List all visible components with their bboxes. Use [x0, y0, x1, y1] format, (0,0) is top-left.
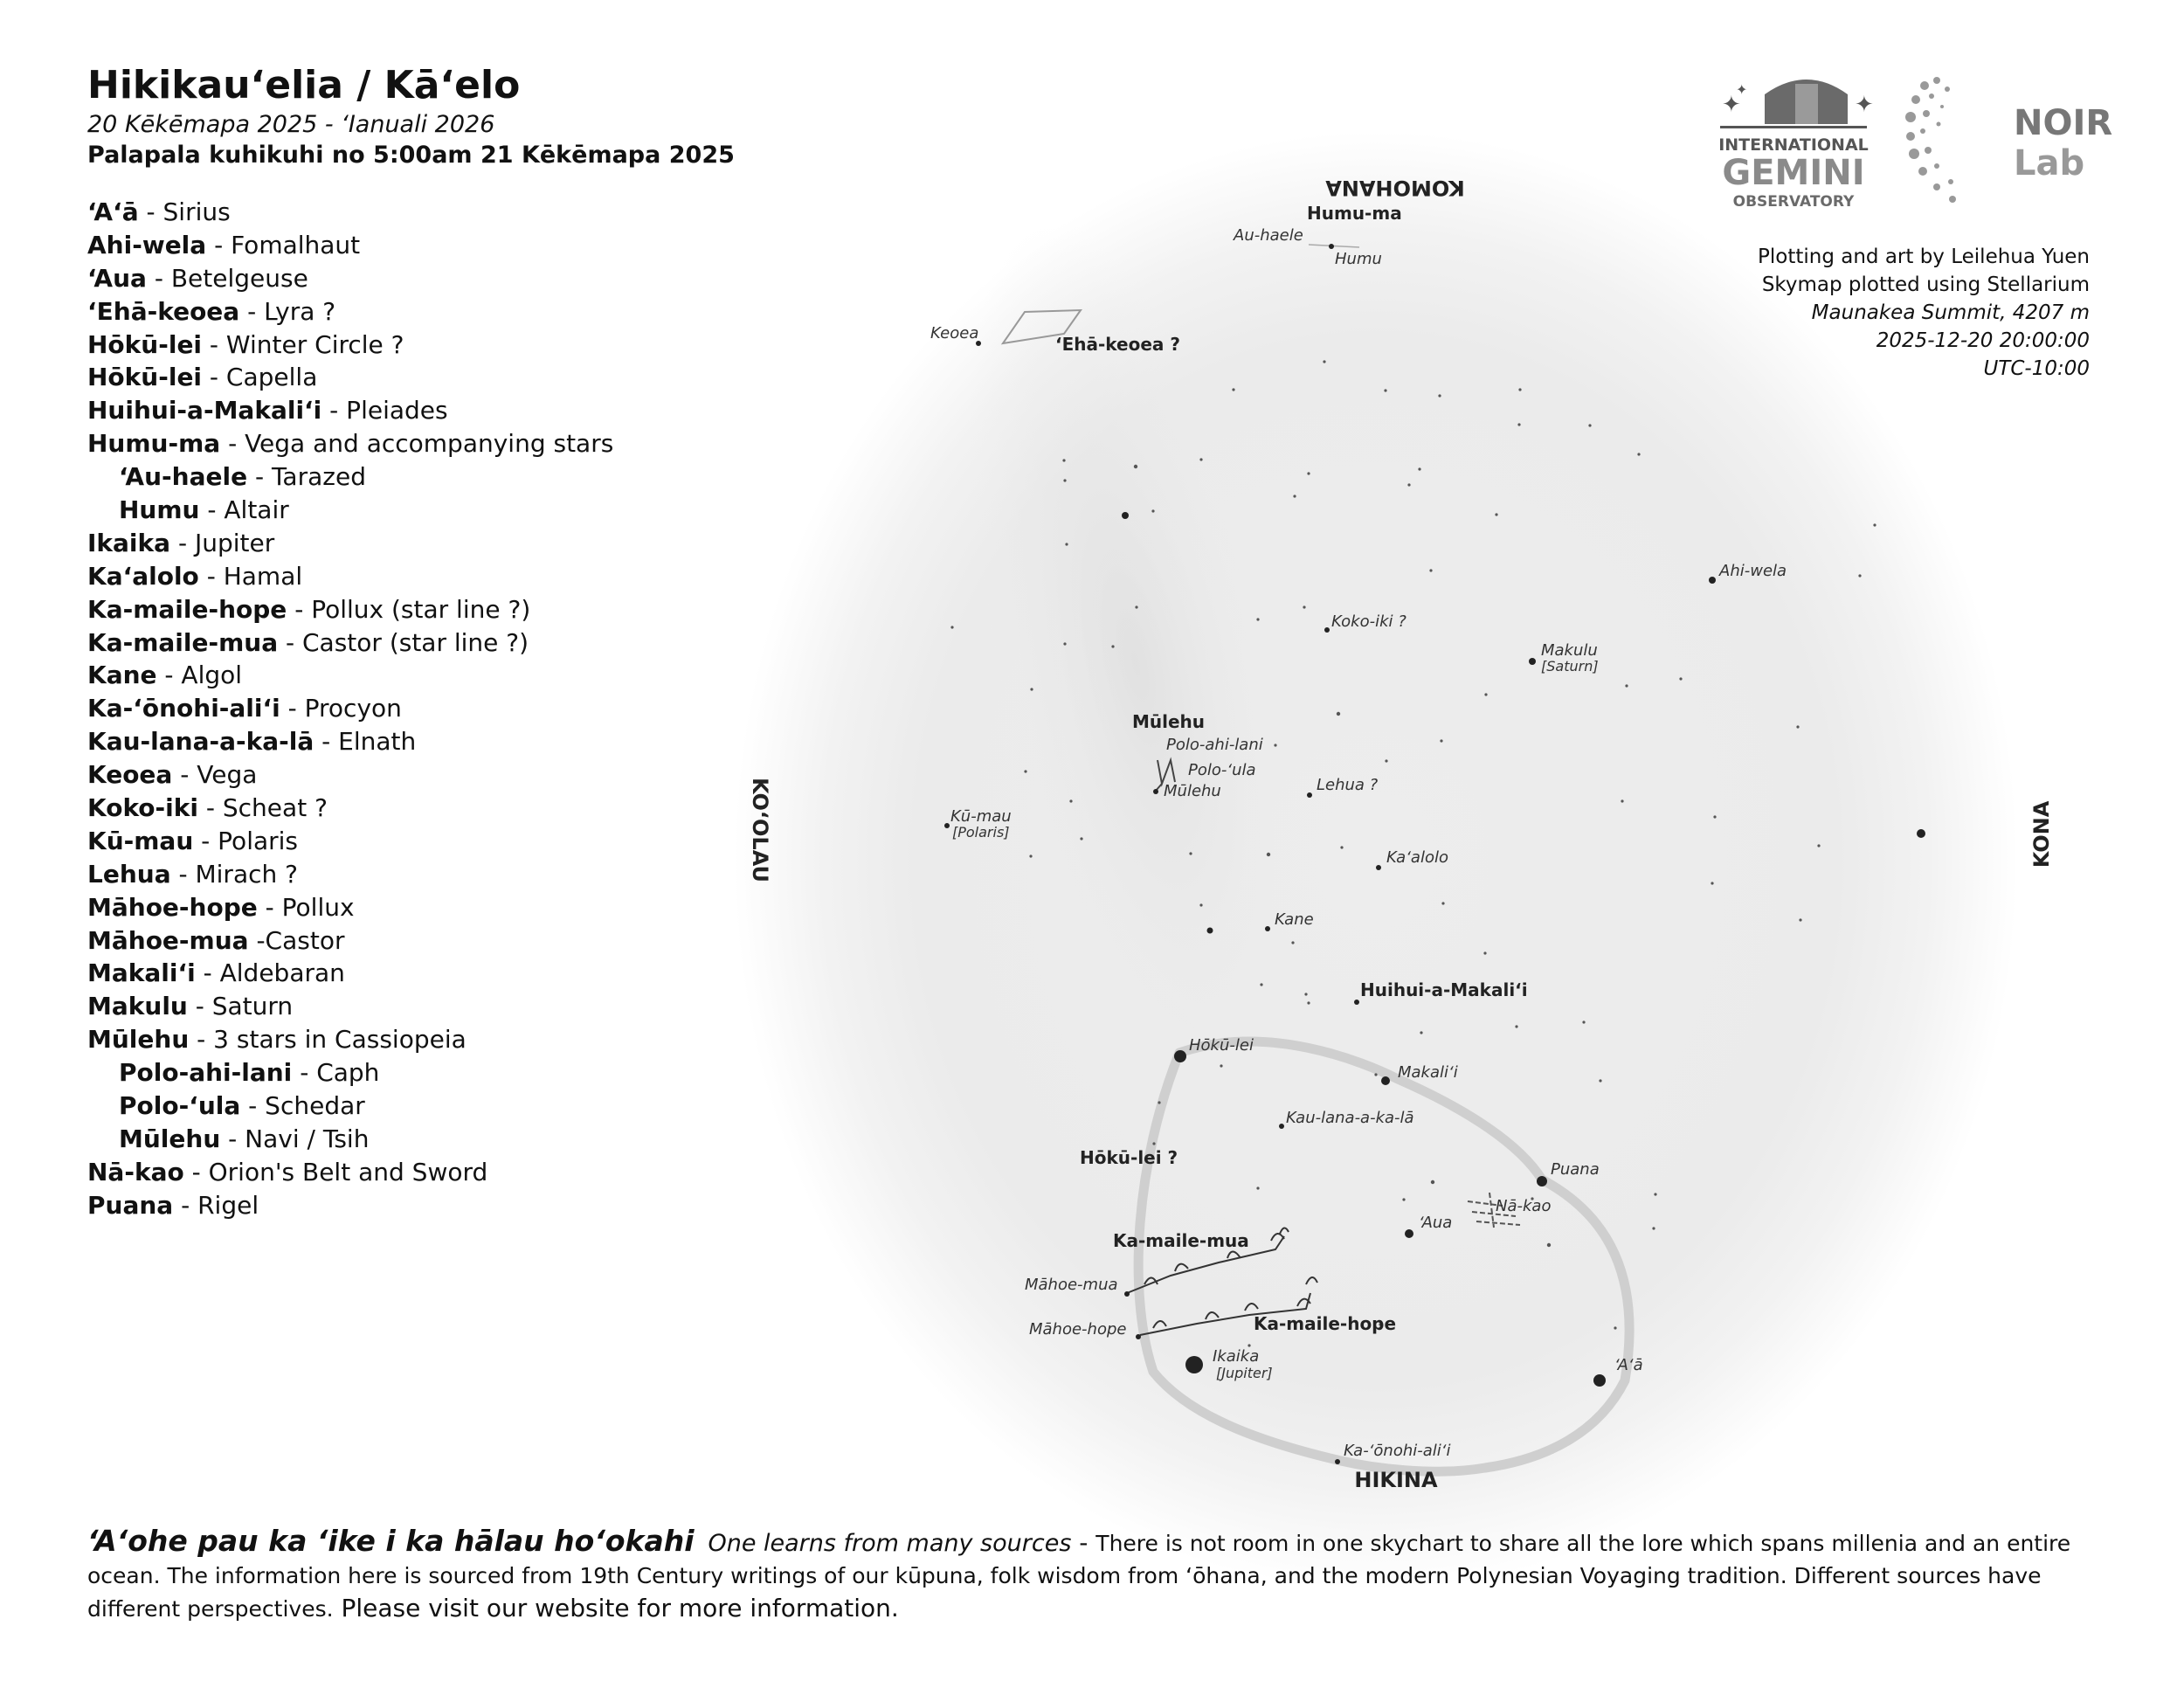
label-humu-ma: Humu-ma — [1307, 203, 1402, 224]
star-bright-center — [1207, 928, 1213, 934]
label-huihui: Huihui-a-Makaliʻi — [1360, 979, 1528, 1000]
legend-star-name: Nā-kao — [87, 1157, 184, 1186]
legend-star-name: Kau-lana-a-ka-lā — [87, 727, 314, 757]
legend-star-name: Lehua — [87, 859, 171, 889]
label-mahoe-mua: Māhoe-mua — [1025, 1276, 1118, 1294]
label-ahi-wela: Ahi-wela — [1719, 562, 1787, 580]
legend-star-description: - Schedar — [240, 1091, 365, 1121]
legend-item — [87, 196, 613, 229]
legend-star-name: Puana — [87, 1190, 174, 1220]
legend-item — [87, 725, 613, 758]
legend-star-description: - Procyon — [280, 694, 402, 723]
footer-body: There is not room in one skychart to share all the lore which spans millenia and an entire ocean. The information here is sourced from 19th Century writings of our kūpuna, folk wisdom from ʻōhana, and the modern Polynesian Voyaging tradition. Different sources have different perspectives. — [87, 1531, 2071, 1622]
label-aa: ʻAʻā — [1614, 1356, 1643, 1374]
footer-translation: One learns from many sources — [708, 1530, 1072, 1557]
gemini-logo — [1718, 80, 1874, 211]
label-polo-ula: Polo-ʻula — [1188, 761, 1256, 779]
legend-item — [87, 329, 613, 362]
noirlab-logo-line1: NOIR — [2014, 103, 2113, 143]
legend-star-description: - Lyra ? — [239, 296, 336, 326]
star-aua — [1405, 1229, 1413, 1238]
label-keoea: Keoea — [930, 324, 979, 342]
legend-star-name: Ka-maile-mua — [87, 627, 279, 657]
label-mulehu-group: Mūlehu — [1132, 711, 1206, 732]
legend-star-description: - Jupiter — [170, 528, 275, 557]
star-ku-mau — [944, 823, 950, 828]
legend-item — [87, 692, 613, 725]
legend-star-name: Humu-ma — [87, 429, 221, 459]
legend-star-description: -Castor — [248, 925, 345, 955]
credit-timezone: UTC-10:00 — [1983, 357, 2090, 380]
legend-star-name: Hōkū-lei — [87, 329, 203, 359]
label-humu: Humu — [1335, 250, 1382, 268]
label-makulu: Makulu — [1541, 641, 1598, 660]
star-koko-iki — [1324, 627, 1330, 633]
star-aa — [1593, 1374, 1606, 1387]
label-mahoe-hope: Māhoe-hope — [1029, 1320, 1127, 1339]
legend-item — [87, 295, 613, 329]
legend-item — [87, 262, 613, 295]
credit-datetime: 2025-12-20 20:00:00 — [1876, 329, 2090, 352]
logos — [1717, 68, 2113, 217]
legend-star-name: Polo-ahi-lani — [119, 1058, 293, 1088]
star-huihui — [1354, 1000, 1359, 1005]
label-ka-maile-hope: Ka-maile-hope — [1254, 1313, 1397, 1334]
legend-star-name: Kaʻalolo — [87, 561, 199, 591]
label-makalii: Makaliʻi — [1398, 1063, 1458, 1082]
label-lehua: Lehua ? — [1317, 776, 1379, 794]
label-polo-ahi-lani: Polo-ahi-lani — [1166, 736, 1263, 754]
legend-star-description: - Pollux (star line ?) — [287, 594, 531, 624]
sparkle-icon: ✦ — [1855, 92, 1874, 118]
gemini-logo-line3: OBSERVATORY — [1732, 193, 1855, 211]
direction-south: HIKINA — [1354, 1468, 1438, 1492]
legend-item — [87, 792, 613, 825]
legend-star-description: - Mirach ? — [170, 859, 299, 889]
star-ka-onohi — [1335, 1459, 1340, 1464]
footer-proverb: ʻAʻohe pau ka ʻike i ka hālau hoʻokahi — [87, 1524, 695, 1558]
legend-star-name: Makaliʻi — [87, 958, 196, 988]
label-puana: Puana — [1551, 1160, 1600, 1179]
legend-star-name: Māhoe-hope — [87, 892, 258, 922]
star-mulehu — [1153, 789, 1158, 794]
legend-item — [87, 560, 613, 593]
legend-item — [87, 1156, 613, 1189]
star-mahoe-mua — [1124, 1291, 1130, 1297]
chart-date: Palapala kuhikuhi no 5:00am 21 Kēkēmapa 2025 — [87, 142, 735, 169]
label-ku-mau: Kū-mau — [950, 807, 1012, 826]
legend-star-name: Keoea — [87, 760, 173, 790]
legend-star-name: Mūlehu — [119, 1124, 221, 1153]
header — [87, 61, 735, 171]
legend-star-description: - Winter Circle ? — [202, 329, 404, 359]
footer — [87, 1525, 2097, 1625]
label-ikaika: Ikaika — [1213, 1347, 1260, 1366]
label-aua: ʻAua — [1419, 1214, 1453, 1232]
legend-item — [87, 494, 613, 527]
legend-item — [87, 758, 613, 792]
date-range: 20 Kēkēmapa 2025 - ʻIanuali 2026 — [87, 111, 495, 138]
legend-star-name: Humu — [119, 495, 200, 525]
legend-star-description: - Elnath — [314, 727, 417, 757]
label-hoku-lei-circle: Hōkū-lei ? — [1080, 1147, 1178, 1168]
legend-item — [87, 460, 613, 494]
legend-star-name: Ahi-wela — [87, 230, 207, 259]
legend-item — [87, 957, 613, 990]
star-puana — [1537, 1176, 1547, 1186]
legend-star-description: - Rigel — [173, 1190, 259, 1220]
star-ahi-wela — [1709, 577, 1716, 584]
label-kane: Kane — [1275, 910, 1314, 929]
legend-item — [87, 858, 613, 891]
legend-item — [87, 361, 613, 394]
legend-star-name: ʻAu-haele — [119, 462, 248, 492]
legend-item — [87, 1189, 613, 1222]
legend-item — [87, 891, 613, 924]
label-saturn: [Saturn] — [1541, 658, 1599, 675]
star-lehua — [1307, 792, 1312, 798]
legend-item — [87, 229, 613, 262]
star-kona-bright — [1917, 829, 1925, 838]
label-ka-onohi: Ka-ʻōnohi-aliʻi — [1344, 1442, 1451, 1460]
legend-star-name: Huihui-a-Makaliʻi — [87, 396, 322, 425]
label-na-kao: Nā-kao — [1496, 1197, 1552, 1215]
credit-location: Maunakea Summit, 4207 m — [1811, 301, 2090, 324]
legend-star-description: - Tarazed — [247, 462, 366, 492]
label-kaalolo: Kaʻalolo — [1386, 848, 1448, 867]
label-hoku-lei-star: Hōkū-lei — [1189, 1036, 1254, 1055]
legend-star-description: - Saturn — [187, 992, 294, 1021]
star-mahoe-hope — [1136, 1334, 1141, 1339]
credits — [1758, 243, 2090, 383]
star-bright-nw — [1122, 512, 1129, 519]
legend-item — [87, 1090, 613, 1123]
legend-star-name: Polo-ʻula — [119, 1091, 241, 1121]
legend-item — [87, 593, 613, 626]
legend-star-description: - Aldebaran — [195, 958, 345, 988]
legend-star-description: - Sirius — [138, 197, 231, 226]
direction-east: KONA — [2029, 800, 2054, 868]
legend-star-name: Makulu — [87, 992, 188, 1021]
legend-star-name: ʻAʻā — [87, 197, 139, 226]
legend-star-description: - Betelgeuse — [146, 263, 308, 293]
footer-dash: - — [1071, 1528, 1096, 1557]
noirlab-crescent-icon — [1951, 103, 1994, 190]
legend-star-name: Ka-ʻōnohi-aliʻi — [87, 694, 280, 723]
label-koko-iki: Koko-iki ? — [1331, 612, 1406, 631]
legend-item — [87, 825, 613, 858]
star-ikaika — [1185, 1356, 1203, 1373]
legend-star-description: - Scheat ? — [197, 793, 328, 823]
label-kau-lana: Kau-lana-a-ka-lā — [1286, 1109, 1414, 1127]
noirlab-logo — [1905, 77, 2112, 203]
legend-star-name: Mūlehu — [87, 1025, 190, 1055]
star-kaalolo — [1376, 865, 1381, 870]
legend-item — [87, 990, 613, 1023]
footer-cta: Please visit our website for more information. — [333, 1594, 899, 1622]
legend-item — [87, 1056, 613, 1090]
star-makalii — [1381, 1076, 1390, 1085]
legend-star-name: Hōkū-lei — [87, 363, 203, 392]
sparkle-icon: ✦ — [1736, 81, 1748, 98]
legend-star-description: - Capella — [202, 363, 318, 392]
gemini-logo-line1: INTERNATIONAL — [1718, 135, 1869, 155]
legend-star-description: - Navi / Tsih — [220, 1124, 370, 1153]
legend-star-description: - Algol — [156, 661, 243, 690]
legend-star-description: - Polaris — [193, 826, 299, 855]
gemini-logo-line2: GEMINI — [1722, 153, 1865, 193]
legend-star-name: Kane — [87, 661, 157, 690]
legend-item — [87, 659, 613, 692]
noirlab-logo-line2: Lab — [2014, 143, 2085, 183]
legend-star-name: Ikaika — [87, 528, 171, 557]
legend-star-name: Kū-mau — [87, 826, 194, 855]
legend-item — [87, 1123, 613, 1156]
legend-star-name: Koko-iki — [87, 793, 198, 823]
legend-item — [87, 527, 613, 560]
legend-star-description: - Hamal — [198, 561, 303, 591]
label-polaris: [Polaris] — [952, 824, 1010, 841]
star-name-legend — [87, 196, 613, 1222]
legend-star-description: - Caph — [292, 1058, 380, 1088]
star-kane — [1265, 926, 1270, 931]
sparkle-icon: ✦ — [1722, 92, 1741, 118]
legend-star-description: - 3 stars in Cassiopeia — [189, 1025, 467, 1055]
legend-star-description: - Fomalhaut — [206, 230, 361, 259]
direction-north: KOMOHANA — [1325, 176, 1465, 200]
star-hoku-lei — [1174, 1050, 1186, 1062]
star-kau-lana — [1279, 1124, 1284, 1129]
legend-star-description: - Vega and accompanying stars — [220, 429, 614, 459]
legend-star-name: Ka-maile-hope — [87, 594, 287, 624]
legend-item — [87, 626, 613, 660]
legend-star-name: Māhoe-mua — [87, 925, 249, 955]
legend-item — [87, 394, 613, 427]
star-humu — [1329, 244, 1334, 249]
legend-star-description: - Pleiades — [321, 396, 448, 425]
legend-star-name: ʻEhā-keoea — [87, 296, 240, 326]
label-ka-maile-mua: Ka-maile-mua — [1113, 1230, 1249, 1251]
legend-item — [87, 1023, 613, 1056]
legend-star-name: ʻAua — [87, 263, 147, 293]
label-jupiter: [Jupiter] — [1216, 1365, 1273, 1381]
label-eha-keoea: ʻEhā-keoea ? — [1055, 334, 1180, 355]
label-au-haele: Au-haele — [1234, 226, 1303, 245]
credit-artist: Plotting and art by Leilehua Yuen — [1758, 246, 2090, 268]
legend-item — [87, 427, 613, 460]
legend-item — [87, 924, 613, 958]
legend-star-description: - Castor (star line ?) — [278, 627, 529, 657]
legend-star-description: - Vega — [172, 760, 258, 790]
legend-star-description: - Orion's Belt and Sword — [183, 1157, 488, 1186]
label-mulehu-star: Mūlehu — [1164, 782, 1221, 800]
page-title: Hikikauʻelia / Kāʻelo — [87, 63, 521, 107]
credit-software: Skymap plotted using Stellarium — [1761, 273, 2090, 296]
legend-star-description: - Pollux — [257, 892, 355, 922]
direction-west: KOʻOLAU — [748, 777, 772, 883]
legend-star-description: - Altair — [199, 495, 289, 525]
star-makulu — [1529, 658, 1536, 665]
